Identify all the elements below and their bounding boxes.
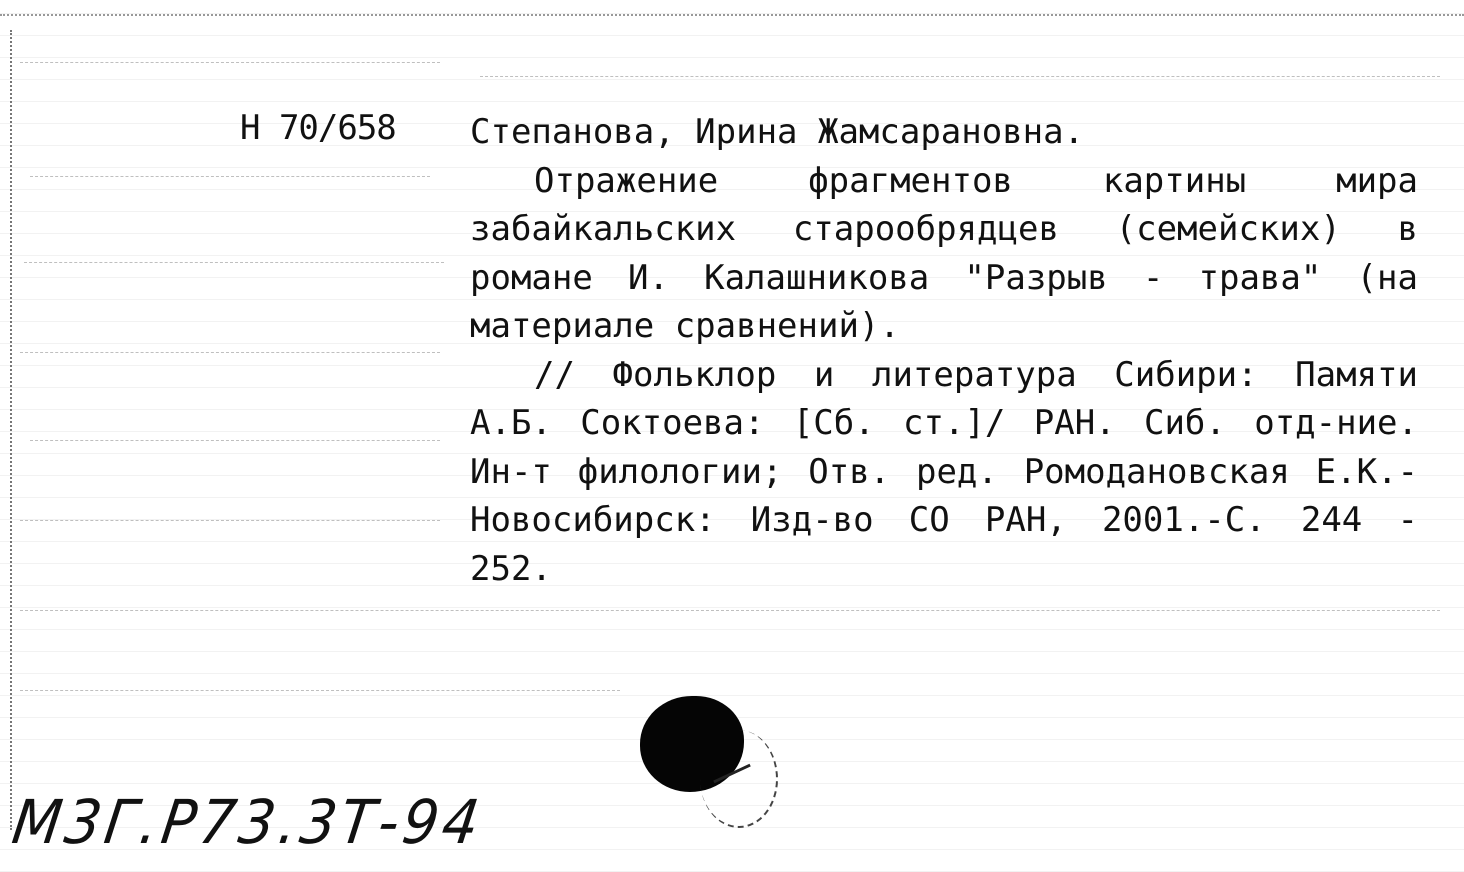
- entry-source-line: [470, 448, 1418, 497]
- punch-hole-rim: [700, 730, 778, 828]
- entry-word: отд-ние.: [1254, 403, 1418, 443]
- entry-word: картины: [1102, 160, 1247, 201]
- entry-word: в: [1397, 209, 1418, 249]
- entry-word: Отражение: [534, 160, 719, 201]
- scan-noise: [20, 610, 1440, 611]
- entry-word: старообрядцев: [792, 209, 1059, 249]
- entry-word: [Сб.: [792, 403, 875, 443]
- entry-word: "Разрыв: [964, 257, 1108, 298]
- entry-word: -: [1397, 500, 1418, 540]
- entry-word: Калашникова: [704, 257, 930, 298]
- shelf-mark: Н 70/658: [240, 108, 396, 148]
- entry-word: Сиб.: [1143, 403, 1226, 443]
- card-top-edge: [0, 14, 1464, 16]
- entry-title-line: [470, 205, 1418, 254]
- scan-noise: [480, 76, 1440, 77]
- entry-word: -: [1142, 257, 1164, 298]
- entry-word: романе: [470, 257, 593, 298]
- entry-pages-end: 252.: [470, 548, 552, 589]
- entry-word: литература: [871, 354, 1077, 395]
- scan-noise: [24, 262, 444, 263]
- entry-source-line: [470, 351, 1418, 400]
- entry-word: Е.К.-: [1315, 451, 1418, 492]
- bibliographic-entry: [470, 108, 1430, 593]
- entry-source-line: [470, 399, 1418, 448]
- entry-title-line: [470, 157, 1418, 206]
- entry-word: РАН.: [1033, 403, 1116, 443]
- handwritten-classification-code: М3Г.Р73.3Т-94: [8, 788, 488, 859]
- entry-word: РАН,: [984, 500, 1067, 540]
- entry-word: //: [534, 354, 575, 395]
- entry-word: И.: [627, 257, 669, 298]
- scan-noise: [30, 176, 430, 177]
- entry-word: Фольклор: [612, 354, 777, 395]
- entry-word: ст.]/: [903, 403, 1006, 443]
- entry-word: Памяти: [1295, 354, 1418, 395]
- scan-noise: [20, 520, 440, 521]
- entry-word: (на: [1356, 257, 1418, 298]
- entry-title-line: [470, 254, 1418, 303]
- entry-word: А.Б.: [470, 403, 552, 443]
- entry-word: трава": [1198, 257, 1322, 298]
- card-left-edge: [10, 30, 14, 830]
- entry-word: ред.: [915, 451, 998, 492]
- entry-word: Ромодановская: [1023, 451, 1290, 492]
- entry-word: фрагментов: [808, 160, 1013, 201]
- entry-word: 244: [1300, 500, 1363, 540]
- entry-source-line: [470, 496, 1418, 545]
- entry-word: Новосибирск:: [470, 500, 716, 540]
- entry-word: филологии;: [577, 451, 783, 492]
- entry-word: забайкальских: [470, 209, 737, 249]
- entry-word: и: [813, 354, 835, 395]
- entry-word: СО: [908, 500, 950, 540]
- entry-title-line: материале сравнений).: [470, 306, 900, 346]
- entry-word: Сибири:: [1114, 354, 1258, 395]
- entry-word: Соктоева:: [580, 403, 765, 443]
- scan-noise: [20, 62, 440, 63]
- entry-word: 2001.-С.: [1101, 500, 1266, 540]
- entry-word: мира: [1336, 160, 1418, 201]
- scan-noise: [20, 690, 620, 691]
- scan-noise: [30, 440, 440, 441]
- entry-author: Степанова, Ирина Жамсарановна.: [470, 112, 1085, 152]
- entry-word: Ин-т: [470, 451, 552, 492]
- entry-word: Изд-во: [750, 500, 874, 540]
- entry-word: Отв.: [808, 451, 891, 492]
- scan-noise: [20, 352, 440, 353]
- entry-word: (семейских): [1115, 209, 1341, 249]
